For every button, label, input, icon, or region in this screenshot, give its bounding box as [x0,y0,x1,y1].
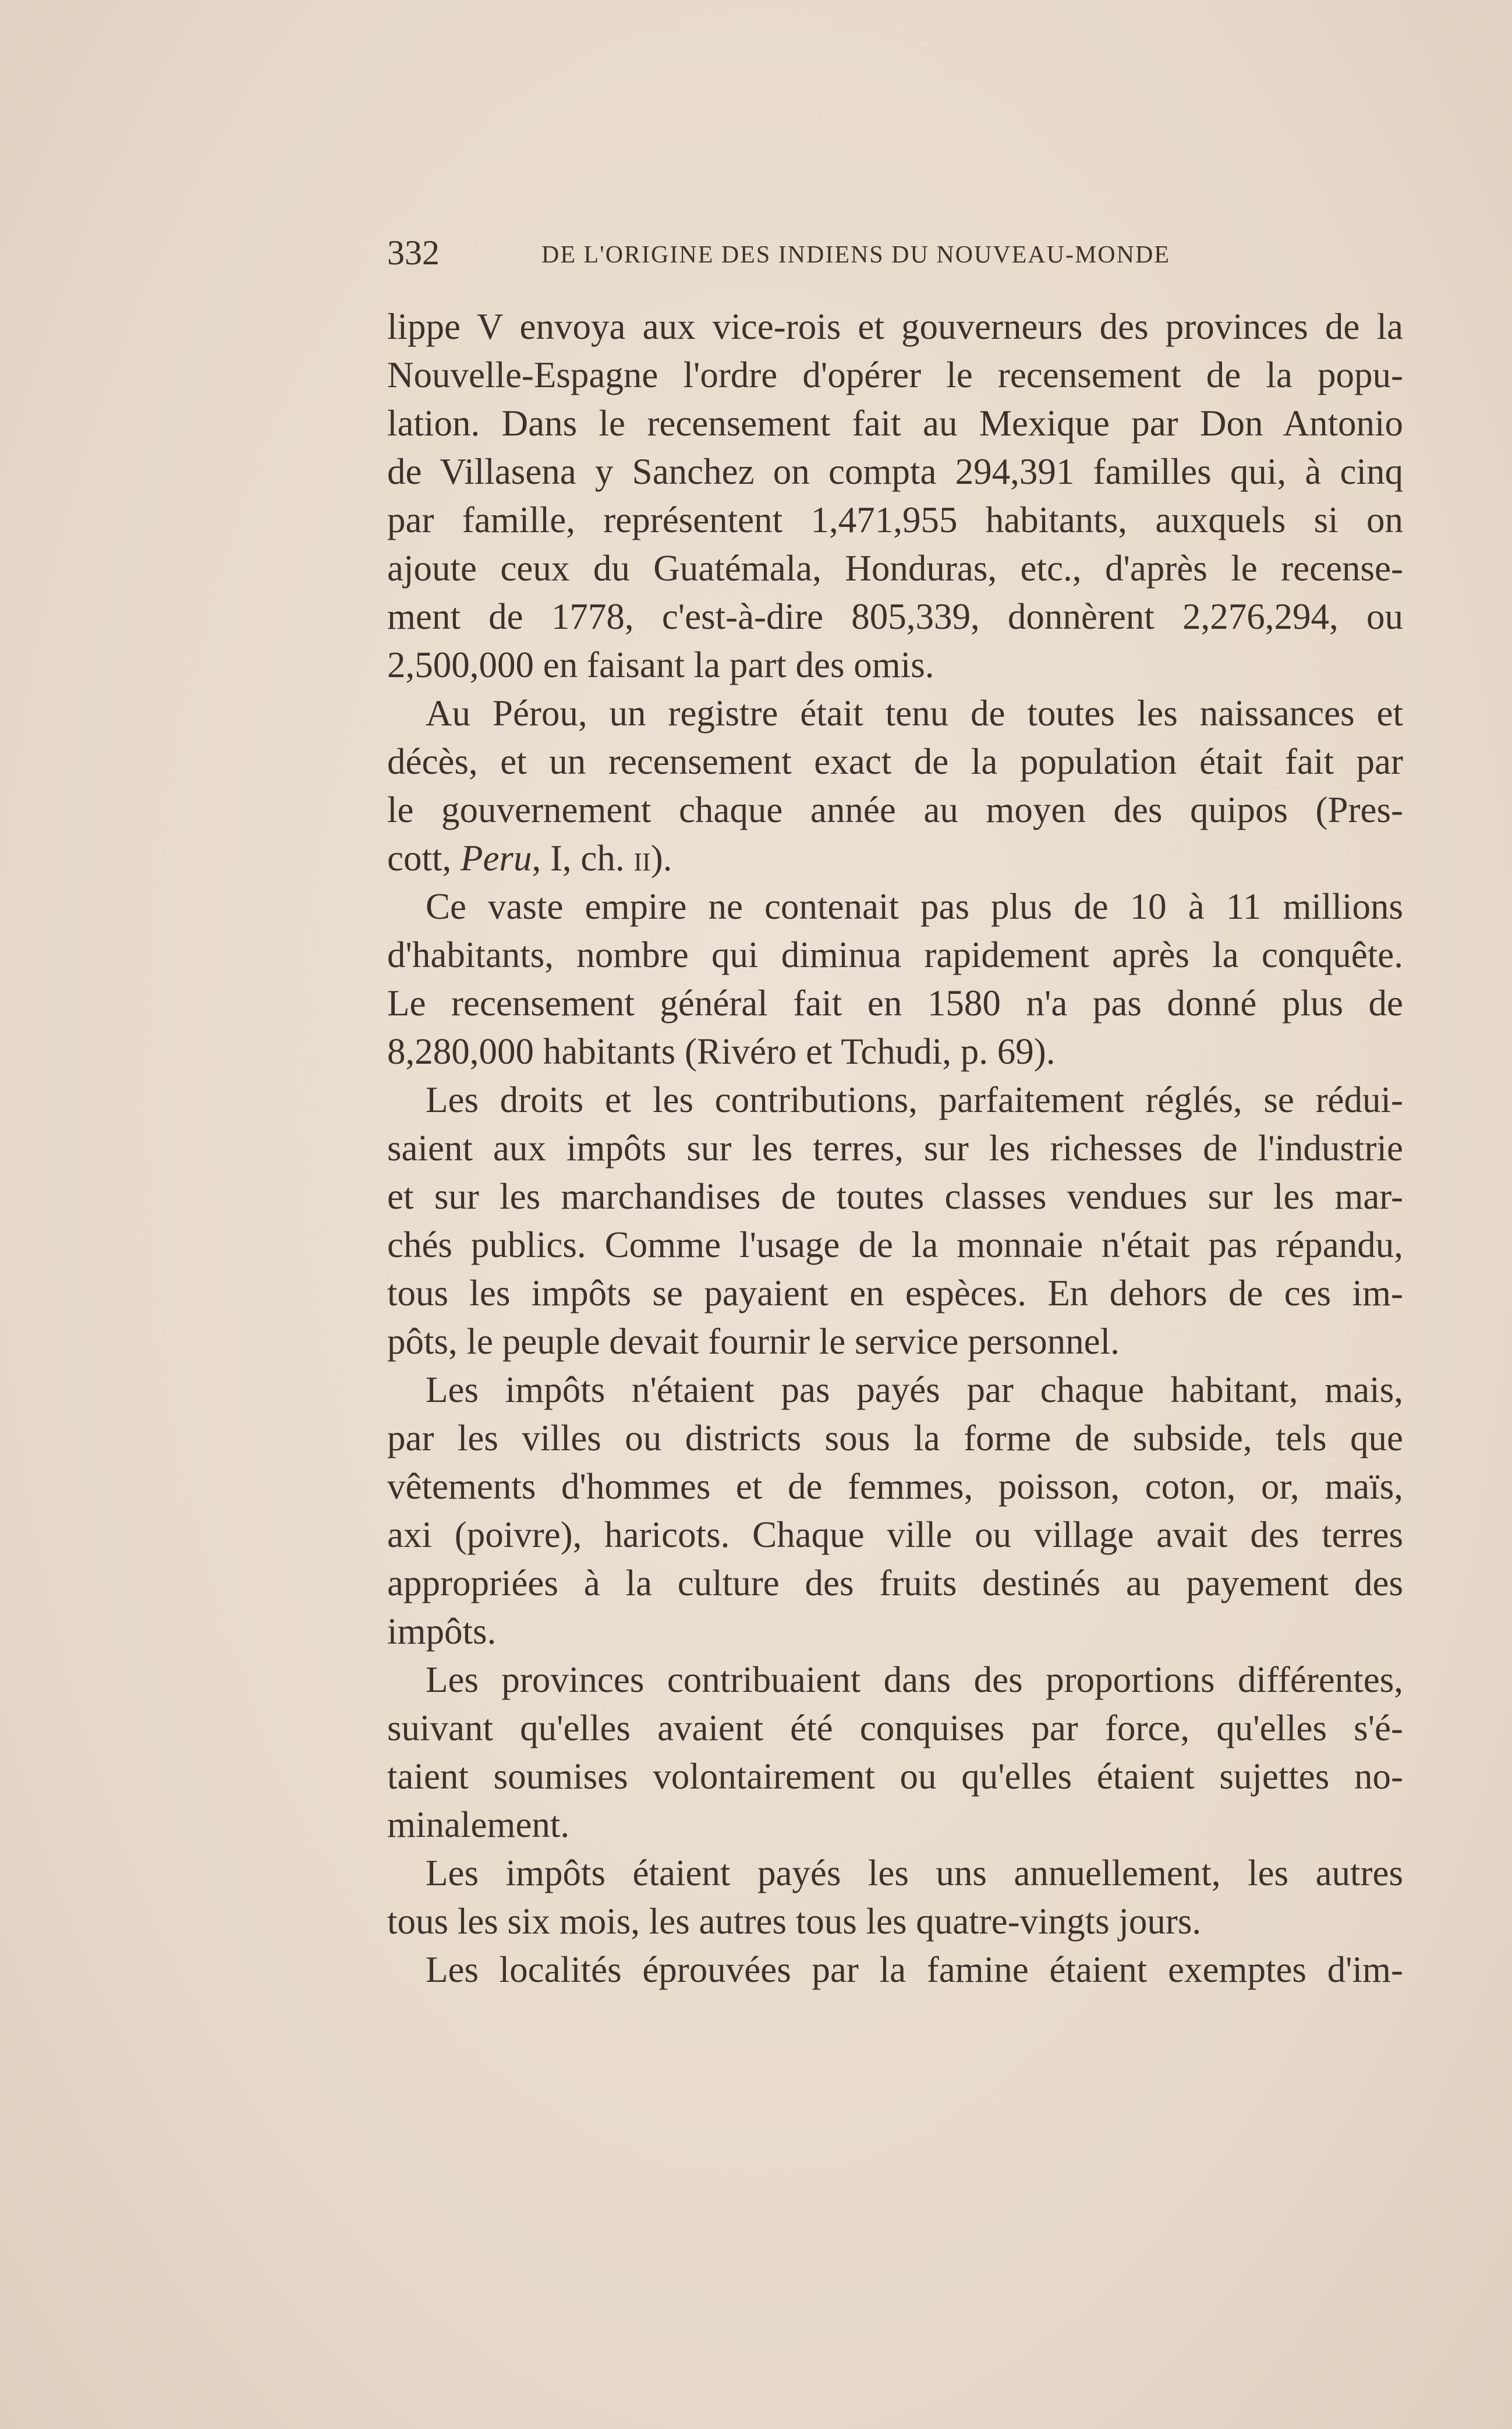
paragraph [387,1076,1403,1366]
paragraph [387,1656,1403,1849]
text-line: Nouvelle-Espagne l'ordre d'opérer le recensement de la popu- [387,355,1403,395]
text-line: Le recensement général fait en 1580 n'a pas donné plus de [387,983,1403,1024]
text-line: impôts. [387,1611,497,1652]
running-header [387,233,1260,274]
text-line: tous les impôts se payaient en espèces. En dehors de ces im- [387,1273,1403,1313]
text-line: et sur les marchandises de toutes classes vendues sur les mar- [387,1176,1403,1217]
text-line [387,834,1403,883]
text-line: lation. Dans le recensement fait au Mexique par Don Antonio [387,403,1403,444]
text-line: Les impôts n'étaient pas payés par chaque habitant, mais, [426,1369,1403,1410]
text-line: Les droits et les contributions, parfaitement réglés, se rédui- [426,1079,1403,1120]
text-line: appropriées à la culture des fruits destinés au payement des [387,1563,1403,1603]
text-line: axi (poivre), haricots. Chaque ville ou village avait des terres [387,1514,1403,1555]
text-line: de Villasena y Sanchez on compta 294,391 familles qui, à cinq [387,451,1403,492]
text-line: Les impôts étaient payés les uns annuellement, les autres [426,1853,1403,1893]
paragraph [387,1366,1403,1656]
paragraph [387,689,1403,883]
text-segment: , I, ch. [532,838,634,879]
text-line: d'habitants, nombre qui diminua rapidement après la conquête. [387,934,1403,975]
paragraph [387,1849,1403,1946]
text-line: tous les six mois, les autres tous les quatre-vingts jours. [387,1901,1202,1942]
text-segment: ). [650,838,672,879]
body-text [387,303,1403,1994]
text-line: chés publics. Comme l'usage de la monnaie n'était pas répandu, [387,1224,1403,1265]
text-line: par les villes ou districts sous la forme de subside, tels que [387,1418,1403,1458]
text-line: lippe V envoya aux vice-rois et gouverneurs des provinces de la [387,306,1403,347]
text-segment: ii [633,838,651,879]
text-line: 2,500,000 en faisant la part des omis. [387,645,934,685]
paragraph [387,883,1403,1076]
paragraph [387,1946,1403,1994]
text-segment: cott, [387,838,461,879]
text-line: Les localités éprouvées par la famine étaient exemptes d'im- [426,1949,1403,1990]
italic-title: Peru [460,838,532,879]
text-line: par famille, représentent 1,471,955 habitants, auxquels si on [387,500,1403,540]
text-line: saient aux impôts sur les terres, sur les richesses de l'industrie [387,1128,1403,1169]
text-line: 8,280,000 habitants (Rivéro et Tchudi, p. 69). [387,1031,1056,1072]
text-line: taient soumises volontairement ou qu'elles étaient sujettes no- [387,1756,1403,1797]
text-line: suivant qu'elles avaient été conquises par force, qu'elles s'é- [387,1708,1403,1748]
text-line: Les provinces contribuaient dans des proportions différentes, [426,1659,1403,1700]
text-line: Ce vaste empire ne contenait pas plus de 10 à 11 millions [426,886,1403,927]
text-line: Au Pérou, un registre était tenu de toutes les naissances et [426,693,1403,734]
running-title: DE L'ORIGINE DES INDIENS DU NOUVEAU-MONDE [541,242,1170,268]
text-line: minalement. [387,1804,570,1845]
page-number: 332 [387,233,440,272]
text-line: décès, et un recensement exact de la population était fait par [387,741,1403,782]
text-line: ajoute ceux du Guatémala, Honduras, etc., d'après le recense- [387,548,1403,589]
text-line: ment de 1778, c'est-à-dire 805,339, donnèrent 2,276,294, ou [387,596,1403,637]
text-line: le gouvernement chaque année au moyen des quipos (Pres- [387,789,1403,830]
paragraph [387,303,1403,689]
text-line: pôts, le peuple devait fournir le service personnel. [387,1321,1120,1362]
text-line: vêtements d'hommes et de femmes, poisson, coton, or, maïs, [387,1466,1403,1507]
